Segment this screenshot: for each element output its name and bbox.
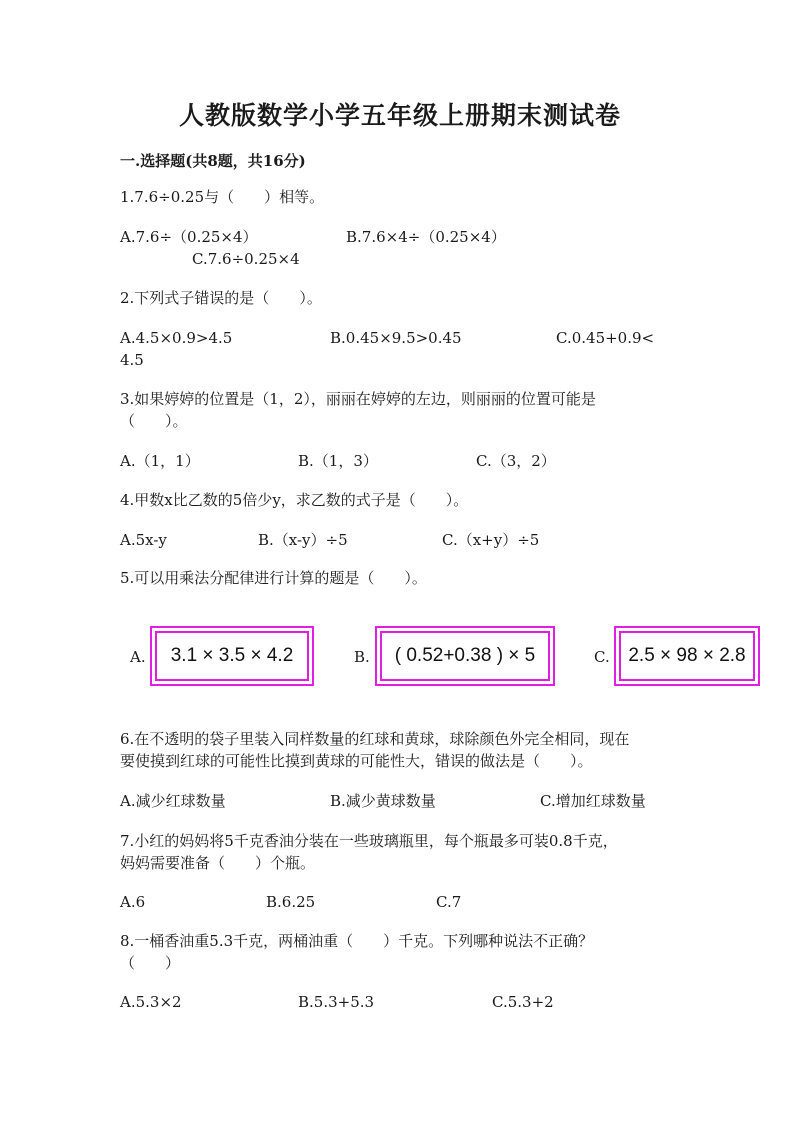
question-6-option-c: C.增加红球数量 [540,792,646,810]
question-1-option-b: B.7.6×4÷（0.25×4） [346,228,506,246]
question-8-option-c: C.5.3+2 [492,993,554,1011]
question-4-option-b: B.（x-y）÷5 [258,531,348,549]
question-7-stem-line-2: 妈妈需要准备（ ）个瓶。 [120,854,316,872]
question-6-stem-line-1: 6.在不透明的袋子里装入同样数量的红球和黄球，球除颜色外完全相同，现在 [120,730,630,748]
question-5-option-a-letter: A. [130,648,146,666]
question-4-stem: 4.甲数x比乙数的5倍少y，求乙数的式子是（ ）。 [120,491,469,509]
question-5-option-a-expr: 3.1 × 3.5 × 4.2 [155,631,309,681]
question-1-option-c: C.7.6÷0.25×4 [192,250,300,268]
question-5-option-b-expr: ( 0.52+0.38 ) × 5 [380,631,550,681]
question-2-option-c: C.0.45+0.9< [556,329,655,347]
question-7-option-a: A.6 [120,893,146,911]
question-3-option-c: C.（3，2） [476,452,556,470]
question-7-stem-line-1: 7.小红的妈妈将5千克香油分装在一些玻璃瓶里，每个瓶最多可装0.8千克， [120,832,618,850]
question-3-option-b: B.（1，3） [298,452,378,470]
question-3-stem-line-2: （ ）。 [120,412,188,430]
question-6-stem-line-2: 要使摸到红球的可能性比摸到黄球的可能性大，错误的做法是（ ）。 [120,752,593,770]
question-5-option-a-box [150,626,314,686]
question-2-option-a: A.4.5×0.9>4.5 [120,329,233,347]
question-3-stem-line-1: 3.如果婷婷的位置是（1，2），丽丽在婷婷的左边，则丽丽的位置可能是 [120,390,596,408]
question-3-option-a: A.（1，1） [120,452,200,470]
question-8-stem-line-1: 8.一桶香油重5.3千克，两桶油重（ ）千克。下列哪种说法不正确？ [120,932,594,950]
question-5-option-c-expr: 2.5 × 98 × 2.8 [619,631,755,681]
page-title: 人教版数学小学五年级上册期末测试卷 [178,101,621,130]
section-heading: 一.选择题(共8题，共16分) [120,152,306,170]
question-2-option-c-wrap: 4.5 [120,351,144,369]
question-7-option-b: B.6.25 [266,893,316,911]
question-8-stem-line-2: （ ） [120,954,181,972]
question-6-option-a: A.减少红球数量 [120,792,226,810]
question-5-option-b-box [375,626,555,686]
question-2-option-b: B.0.45×9.5>0.45 [330,329,462,347]
question-5-stem: 5.可以用乘法分配律进行计算的题是（ ）。 [120,569,427,587]
question-1-stem: 1.7.6÷0.25与（ ）相等。 [120,188,325,206]
question-5-option-c-letter: C. [594,648,610,666]
question-2-stem: 2.下列式子错误的是（ ）。 [120,289,322,307]
question-8-option-a: A.5.3×2 [120,993,182,1011]
question-4-option-c: C.（x+y）÷5 [442,531,540,549]
question-4-option-a: A.5x-y [120,531,167,549]
question-5-option-b-letter: B. [354,648,370,666]
question-8-option-b: B.5.3+5.3 [298,993,375,1011]
question-6-option-b: B.减少黄球数量 [330,792,436,810]
question-1-option-a: A.7.6÷（0.25×4） [120,228,258,246]
question-5-option-c-box [614,626,760,686]
question-7-option-c: C.7 [436,893,462,911]
